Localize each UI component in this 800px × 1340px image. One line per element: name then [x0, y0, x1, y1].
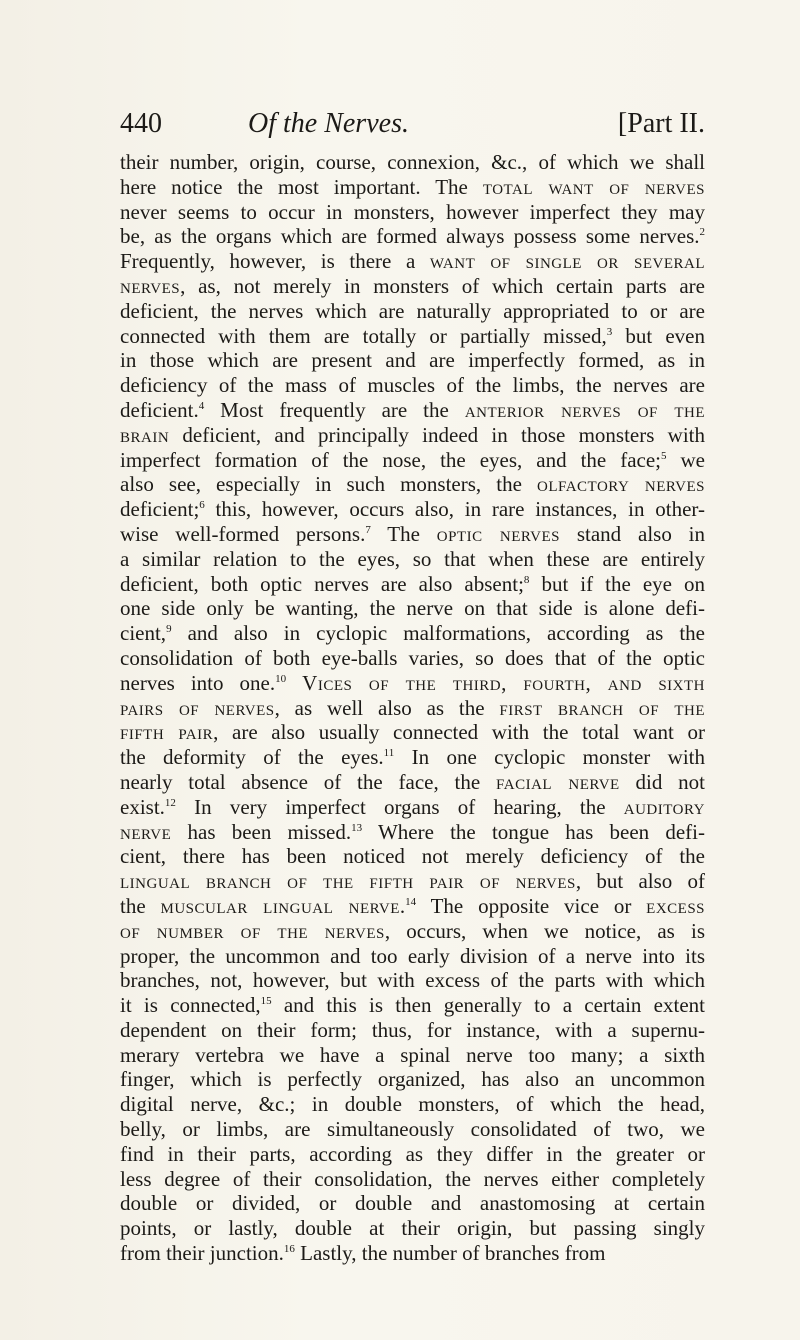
text-run: a similar relation to the eyes, so that when these are entirely: [120, 546, 705, 571]
text-line: [120, 671, 705, 696]
text-run: The opposite vice or: [416, 893, 647, 918]
text-run: stand also in: [560, 521, 705, 546]
part-label: [Part II.: [617, 108, 705, 139]
text-line: [120, 1241, 705, 1266]
text-run: nerves into one.: [120, 670, 276, 695]
text-line: [120, 274, 705, 299]
text-line: [120, 968, 705, 993]
text-line: [120, 894, 705, 919]
text-line: [120, 770, 705, 795]
text-line: [120, 795, 705, 820]
footnote-marker: 3: [606, 325, 613, 338]
text-line: [120, 572, 705, 597]
text-run: double or divided, or double and anastomosing at certain: [120, 1191, 705, 1216]
text-run: digital nerve, &c.; in double monsters, of which the head,: [120, 1092, 705, 1117]
running-title: Of the Nerves.: [248, 108, 409, 139]
text-line: [120, 1216, 705, 1241]
text-run: wise well-formed persons.: [120, 521, 366, 546]
footnote-marker: 4: [198, 399, 205, 412]
text-line: [120, 150, 705, 175]
text-run: one side only be wanting, the nerve on that side is alone defi-: [120, 596, 705, 621]
text-line: [120, 522, 705, 547]
text-run: connected with them are totally or partially missed,: [120, 323, 607, 348]
text-line: [120, 720, 705, 745]
text-run: but even: [612, 323, 705, 348]
text-run: merary vertebra we have a spinal nerve too many; a sixth: [120, 1042, 705, 1067]
footnote-marker: 10: [275, 672, 287, 685]
small-caps-term: olfactory nerves: [536, 472, 705, 497]
text-line: [120, 547, 705, 572]
text-run: dependent on their form; thus, for instance, with a supernu-: [120, 1017, 705, 1042]
text-run: proper, the uncommon and too early division of a nerve into its: [120, 943, 705, 968]
text-run: deficient, and principally indeed in those monsters with: [169, 422, 705, 447]
text-run: but if the eye on: [529, 571, 705, 596]
text-run: in those which are present and are imperfectly formed, as in: [120, 348, 705, 373]
text-line: [120, 596, 705, 621]
text-run: Frequently, however, is there a: [120, 249, 430, 274]
text-run: consolidation of both eye-balls varies, so does that of the optic: [120, 645, 705, 670]
text-run: their number, origin, course, connexion, &c., of which we shall: [120, 150, 705, 174]
text-line: [120, 472, 705, 497]
text-line: [120, 398, 705, 423]
text-line: [120, 1018, 705, 1043]
text-run: , but also of: [575, 869, 706, 894]
text-run: from their junction.: [120, 1241, 284, 1266]
text-run: .: [399, 893, 406, 918]
text-run: has been missed.: [171, 819, 352, 844]
small-caps-term: muscular lingual nerve: [160, 893, 400, 918]
small-caps-term: optic nerves: [436, 521, 561, 546]
text-line: [120, 497, 705, 522]
text-run: , as well also as the: [274, 695, 500, 720]
text-run: deficient.: [120, 397, 199, 422]
text-line: [120, 423, 705, 448]
text-run: deficiency of the mass of muscles of the limbs, the nerves are: [120, 373, 705, 398]
text-line: [120, 621, 705, 646]
small-caps-term: first branch of the: [499, 695, 706, 720]
footnote-marker: 13: [351, 821, 363, 834]
text-line: [120, 993, 705, 1018]
text-run: cient,: [120, 621, 167, 646]
small-caps-term: total want of nerves: [482, 174, 705, 199]
footnote-marker: 9: [166, 623, 172, 636]
text-run: , occurs, when we notice, as is: [384, 918, 705, 943]
text-run: imperfect formation of the nose, the eyes, and the face;: [120, 447, 662, 472]
small-caps-term: pairs of nerves: [120, 695, 275, 720]
text-run: and also in cyclopic malformations, according as the: [171, 621, 705, 646]
text-run: , as, not merely in monsters of which certain parts are: [180, 273, 705, 298]
text-run: the: [120, 893, 161, 918]
text-line: [120, 820, 705, 845]
small-caps-term: Vices of the third, fourth, and sixth: [302, 670, 706, 695]
small-caps-term: nerve: [120, 819, 172, 844]
text-run: also see, especially in such monsters, the: [120, 472, 537, 497]
text-run: exist.: [120, 794, 165, 819]
text-run: never seems to occur in monsters, however imperfect they may: [120, 199, 705, 224]
body-paragraph: [120, 150, 705, 1266]
text-line: [120, 1117, 705, 1142]
text-run: here notice the most important. The: [120, 174, 483, 199]
text-line: [120, 745, 705, 770]
small-caps-term: auditory: [623, 794, 705, 819]
text-run: Lastly, the number of branches from: [294, 1241, 606, 1266]
footnote-marker: 12: [164, 796, 176, 809]
text-line: [120, 1191, 705, 1216]
text-run: Where the tongue has been defi-: [362, 819, 705, 844]
text-line: [120, 373, 705, 398]
small-caps-term: facial nerve: [496, 769, 620, 794]
text-run: belly, or limbs, are simultaneously consolidated of two, we: [120, 1117, 705, 1142]
text-line: [120, 299, 705, 324]
small-caps-term: lingual branch of the fifth pair of nerves: [120, 869, 576, 894]
text-run: less degree of their consolidation, the nerves either completely: [120, 1166, 705, 1191]
text-line: [120, 1043, 705, 1068]
small-caps-term: want of single or several: [429, 249, 705, 274]
small-caps-term: nerves: [120, 273, 181, 298]
text-line: [120, 1067, 705, 1092]
text-run: The: [370, 521, 437, 546]
small-caps-term: of number of the nerves: [120, 918, 385, 943]
text-run: be, as the organs which are formed always possess some nerves.: [120, 224, 700, 249]
text-run: [286, 671, 302, 695]
text-run: we: [666, 447, 705, 472]
text-run: and this is then generally to a certain extent: [271, 993, 705, 1018]
text-run: Most frequently are the: [204, 397, 465, 422]
text-run: deficient, the nerves which are naturally appropriated to or are: [120, 298, 705, 323]
text-line: [120, 944, 705, 969]
text-line: [120, 324, 705, 349]
text-line: [120, 646, 705, 671]
text-run: In one cyclopic monster with: [394, 745, 705, 770]
text-line: [120, 1142, 705, 1167]
text-line: [120, 1092, 705, 1117]
page-number: 440: [120, 108, 162, 139]
text-run: find in their parts, according as they differ in the greater or: [120, 1141, 705, 1166]
text-run: deficient;: [120, 497, 200, 522]
text-run: points, or lastly, double at their origin, but passing singly: [120, 1216, 705, 1241]
small-caps-term: excess: [646, 893, 706, 918]
text-line: [120, 696, 705, 721]
footnote-marker: 14: [405, 895, 417, 908]
running-header: [120, 104, 705, 144]
text-run: the deformity of the eyes.: [120, 745, 384, 770]
text-line: [120, 249, 705, 274]
text-run: did not: [619, 769, 705, 794]
footnote-marker: 8: [523, 573, 530, 586]
text-run: nearly total absence of the face, the: [120, 769, 497, 794]
text-run: branches, not, however, but with excess of the parts with which: [120, 968, 705, 993]
text-line: [120, 200, 705, 225]
text-line: [120, 1167, 705, 1192]
footnote-marker: 2: [699, 226, 705, 239]
small-caps-term: fifth pair: [120, 720, 214, 745]
text-line: [120, 175, 705, 200]
text-line: [120, 224, 705, 249]
footnote-marker: 11: [383, 747, 395, 760]
text-line: [120, 448, 705, 473]
text-run: cient, there has been noticed not merely deficiency of the: [120, 844, 705, 869]
text-run: deficient, both optic nerves are also absent;: [120, 571, 524, 596]
text-line: [120, 348, 705, 373]
footnote-marker: 15: [260, 995, 272, 1008]
small-caps-term: anterior nerves of the: [464, 397, 705, 422]
text-run: , are also usually connected with the total want or: [213, 720, 705, 745]
footnote-marker: 7: [365, 523, 371, 536]
text-run: finger, which is perfectly organized, has also an uncommon: [120, 1067, 705, 1092]
text-line: [120, 919, 705, 944]
footnote-marker: 5: [661, 449, 667, 462]
text-run: it is connected,: [120, 993, 261, 1018]
footnote-marker: 16: [283, 1243, 295, 1256]
text-line: [120, 869, 705, 894]
footnote-marker: 6: [199, 499, 205, 512]
text-run: In very imperfect organs of hearing, the: [175, 794, 624, 819]
small-caps-term: brain: [120, 422, 170, 447]
text-line: [120, 844, 705, 869]
text-run: this, however, occurs also, in rare instances, in other-: [204, 497, 705, 522]
